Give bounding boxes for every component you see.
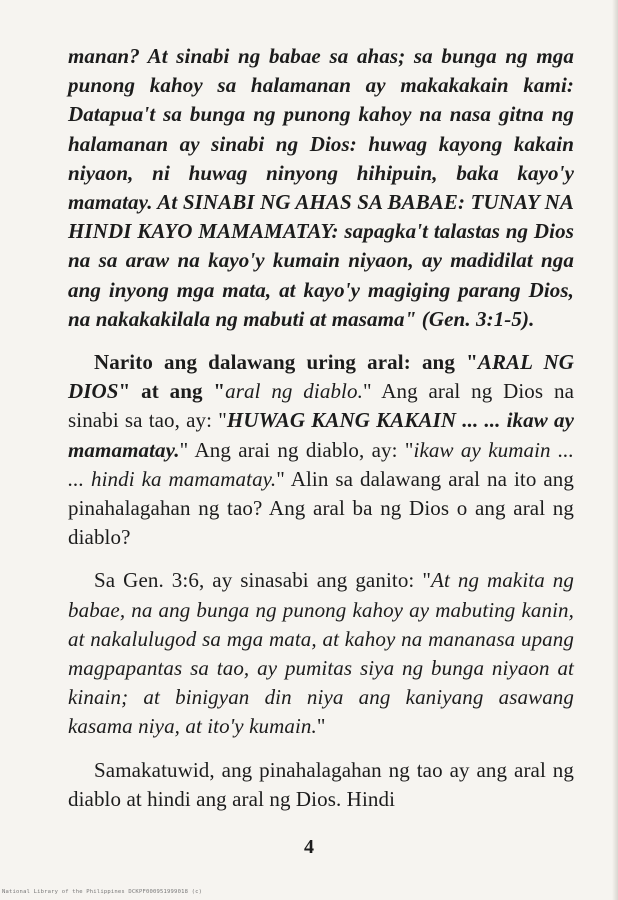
p2-text-e: " Ang aral ng Dios na sinabi sa tao, ay: " <box>68 379 574 433</box>
p2-text-i: " Alin sa dalawang aral na ito ang pinahalagahan ng tao? Ang aral ba ng Dios o ang aral ng diablo? <box>68 466 574 550</box>
p3-quotation: At ng makita ng babae, na ang bunga ng punong kahoy ay mabuting kanin, at nakalulugod sa mga mata, at kahoy na mananasa upang magpapantas sa tao, ay pumitas siya ng bunga niyaon at kinain; at binigyan din niya ang kaniyang asawang kasama niya, at ito'y kumain. <box>68 568 574 739</box>
p2-text-a: Narito ang dalawang uring aral: ang " <box>94 350 478 375</box>
page-number: 4 <box>304 836 314 858</box>
paragraph-3 <box>68 566 574 741</box>
p3-text-a: Sa Gen. 3:6, ay sinasabi ang ganito: " <box>94 568 432 593</box>
p3-text-c: " <box>316 714 326 739</box>
p2-text-g: " Ang arai ng diablo, ay: " <box>179 437 414 462</box>
p2-aral-ng-diablo: aral ng diablo. <box>225 379 363 404</box>
paragraph-1: manan? At sinabi ng babae sa ahas; sa bunga ng mga punong kahoy sa halamanan ay makakakain kami: Datapua't sa bunga ng punong kahoy na nasa gitna ng halamanan ay sinabi ng Dios: huwag kayong kakain niyaon, ni huwag ninyong hihipuin, baka kayo'y mamatay. At SINABI NG AHAS SA BABAE: TUNAY NA HINDI KAYO MAMAMATAY: sapagka't talastas ng Dios na sa araw na kayo'y kumain niyaon, ay madidilat nga ang inyong mga mata, at kayo'y magiging parang Dios, na nakakakilala ng mabuti at masama" (Gen. 3:1-5). <box>68 44 574 331</box>
p2-ikaw-ay-kumain: ikaw ay kumain ... ... hindi ka mamamatay. <box>68 437 574 491</box>
p2-text-c: " at ang " <box>118 379 226 404</box>
p2-aral-ng-dios: ARAL NG DIOS <box>68 350 574 404</box>
paragraph-2 <box>68 348 574 552</box>
body-text <box>68 42 574 814</box>
library-footer: National Library of the Philippines DCKPF000951999018 (c) <box>2 889 203 895</box>
paragraph-4: Samakatuwid, ang pinahalagahan ng tao ay ang aral ng diablo at hindi ang aral ng Dios. Hindi <box>68 757 574 811</box>
page-edge-shadow <box>612 0 618 900</box>
p2-huwag-kang-kakain: HUWAG KANG KAKAIN ... ... ikaw ay mamamatay. <box>68 408 574 462</box>
